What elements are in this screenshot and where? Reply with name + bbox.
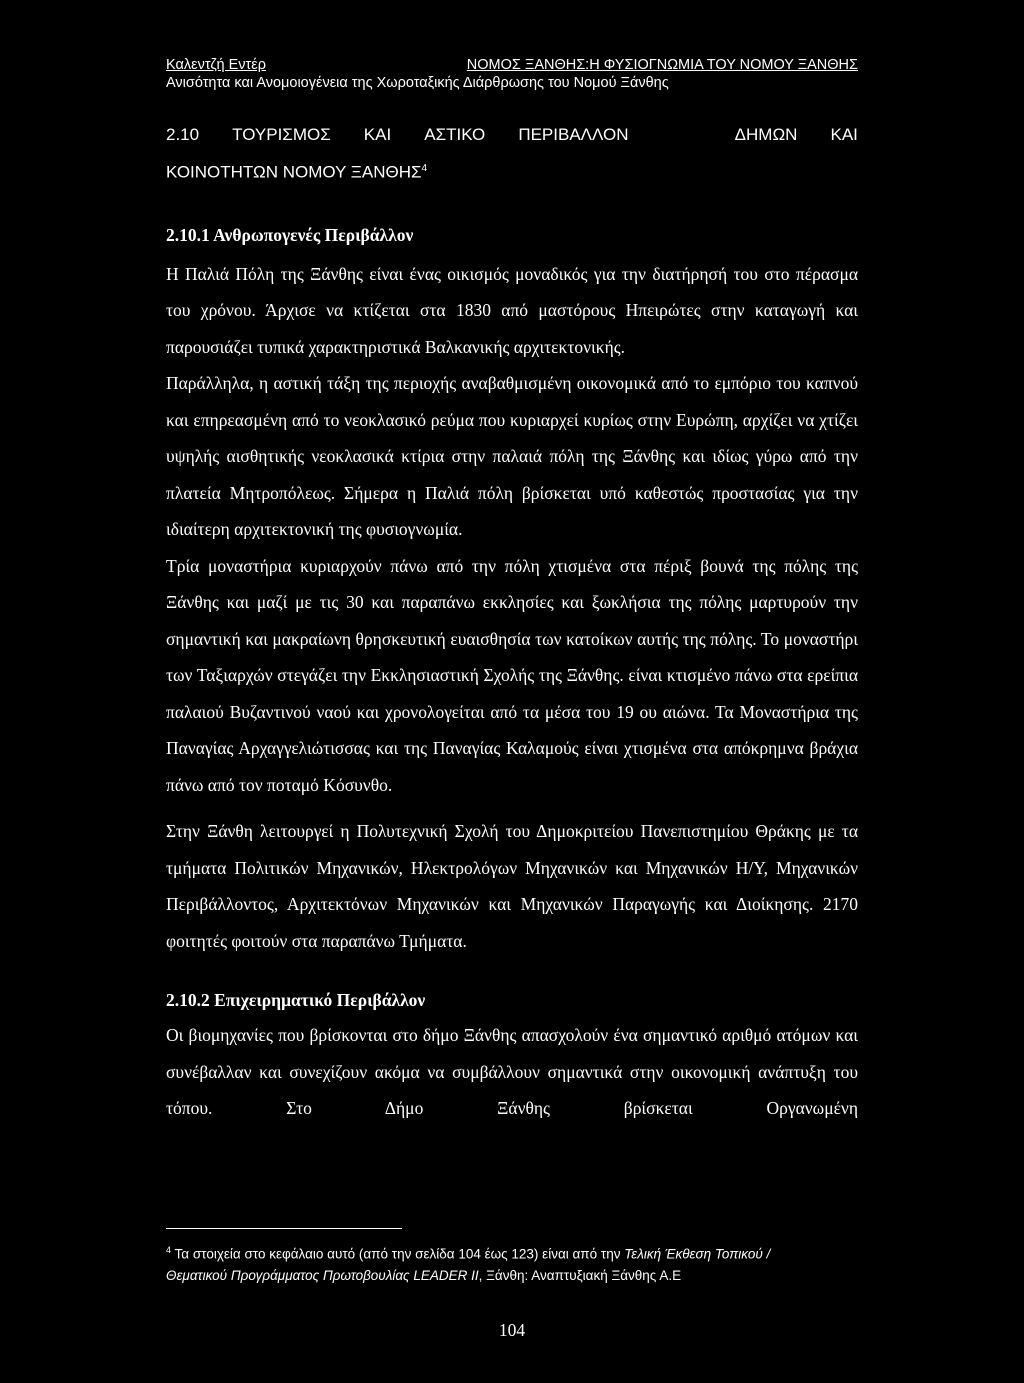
footnote-text: Τα στοιχεία στο κεφάλαιο αυτό (από την σελίδα 104 έως 123) είναι από την <box>174 1246 621 1262</box>
header-subtitle: Ανισότητα και Ανομοιογένεια της Χωροταξικής Διάρθρωσης του Νομού Ξάνθης <box>166 75 669 91</box>
footnote <box>166 1240 866 1286</box>
page-number: 104 <box>498 1320 526 1340</box>
section-word: ΤΟΥΡΙΣΜΟΣ <box>232 125 331 144</box>
footnote-italic: Θεματικού Προγράμματος Πρωτοβουλίας LEADER II <box>166 1267 479 1283</box>
section-word: ΚΑΙ <box>830 125 858 144</box>
section-word: ΠΕΡΙΒΑΛΛΟΝ <box>518 125 629 144</box>
running-header-line1 <box>166 56 858 74</box>
footnote-ref: 4 <box>421 163 428 174</box>
footnote-tail: , Ξάνθη: Αναπτυξιακή Ξάνθης Α.Ε <box>478 1267 682 1283</box>
paragraph: Οι βιομηχανίες που βρίσκονται στο δήμο Ξάνθης απασχολούν ένα σημαντικό αριθμό ατόμων και συνέβαλλαν και συνεχίζουν ακόμα να συμβάλλουν σημαντικά στην οικονομική ανάπτυξη του τόπου. Στο Δήμο Ξάνθης βρίσκεται Οργανωμένη <box>166 1025 858 1119</box>
section-number: 2.10 <box>166 125 200 144</box>
section-word: ΚΑΙ <box>363 125 392 144</box>
footnote-divider <box>166 1228 402 1229</box>
section-word: ΑΣΤΙΚΟ <box>424 125 486 144</box>
header-section: ΝΟΜΟΣ ΞΑΝΘΗΣ:Η ΦΥΣΙΟΓΝΩΜΙΑ ΤΟΥ ΝΟΜΟΥ ΞΑΝΘΗΣ <box>466 57 858 73</box>
footnote-mark: 4 <box>166 1245 172 1255</box>
subsection-heading-2: 2.10.2 Επιχειρηματικό Περιβάλλον <box>166 990 426 1011</box>
subsection-heading-1: 2.10.1 Ανθρωπογενές Περιβάλλον <box>166 224 414 245</box>
running-header <box>166 56 858 92</box>
footnote-italic: Τελική Έκθεση Τοπικού / <box>624 1246 771 1262</box>
paragraph: Παράλληλα, η αστική τάξη της περιοχής αναβαθμισμένη οικονομικά από το εμπόριο του καπνού και επηρεασμένη από το νεοκλασικό ρεύμα που κυριαρχεί κυρίως στην Ευρώπη, αρχίζει να χτίζει υψηλής αισθητικής νεοκλασικά κτίρια στην παλαιά πόλη της Ξάνθης και ιδίως γύρω από την πλατεία Μητροπόλεως. Σήμερα η Παλιά πόλη βρίσκεται υπό καθεστώς προστασίας για την ιδιαίτερη αρχιτεκτονική της φυσιογνωμία. <box>166 373 858 540</box>
section-heading <box>166 118 858 190</box>
paragraph: Στην Ξάνθη λειτουργεί η Πολυτεχνική Σχολή του Δημοκριτείου Πανεπιστημίου Θράκης με τα τμήματα Πολιτικών Μηχανικών, Ηλεκτρολόγων Μηχανικών και Μηχανικών Η/Υ, Μηχανικών Περιβάλλοντος, Αρχιτεκτόνων Μηχανικών και Μηχανικών Παραγωγής και Διοίκησης. 2170 φοιτητές φοιτούν στα παραπάνω Τμήματα. <box>166 821 858 951</box>
paragraph: Τρία μοναστήρια κυριαρχούν πάνω από την πόλη χτισμένα στα πέριξ βουνά της πόλης της Ξάνθης και μαζί με τις 30 και παραπάνω εκκλησίες και ξωκλήσια της πόλης μαρτυρούν την σημαντική και μακραίωνη θρησκευτική ευαισθησία των κατοίκων αυτής της πόλης. Το μοναστήρι των Ταξιαρχών στεγάζει την Εκκλησιαστική Σχολής της Ξάνθης. είναι κτισμένο πάνω στα ερείπια παλαιού Βυζαντινού ναού και χρονολογείται από τα μέσα του 19 ου αιώνα. Τα Μοναστήρια της Παναγίας Αρχαγγελιώτισσας και της Παναγίας Καλαμούς είναι χτισμένα στα απόκρημνα βράχια πάνω από τον ποταμό Κόσυνθο. <box>166 555 858 795</box>
section-heading-line1 <box>166 118 858 152</box>
header-author: Καλεντζή Εντέρ <box>166 57 266 73</box>
section-heading-line2: ΚΟΙΝΟΤΗΤΩΝ ΝΟΜΟΥ ΞΑΝΘΗΣ$^4$ <box>166 162 428 182</box>
section-word: ΔΗΜΩΝ <box>734 125 798 144</box>
document-page <box>166 56 858 1127</box>
paragraph: Η Παλιά Πόλη της Ξάνθης είναι ένας οικισμός μοναδικός για την διατήρησή του στο πέρασμα του χρόνου. Άρχισε να κτίζεται στα 1830 από μαστόρους Ηπειρώτες στην καταγωγή και παρουσιάζει τυπικά χαρακτηριστικά Βαλκανικής αρχιτεκτονικής. <box>166 263 858 357</box>
